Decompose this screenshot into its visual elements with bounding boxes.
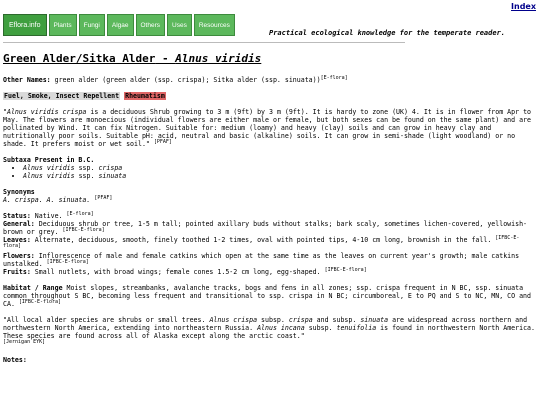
leaves-ref: [IFBC-E-flora] xyxy=(3,234,520,249)
habitat-ref: [IFBC-E-flora] xyxy=(18,298,62,305)
leaves-row xyxy=(3,236,537,252)
title-separator: - xyxy=(155,52,176,65)
status-ref: [E-flora] xyxy=(66,210,94,217)
status-row xyxy=(3,212,537,220)
description: "Alnus viridis crispa is a deciduous Shrub growing to 3 m (9ft) by 3 m (9ft). It is hardy to zone (UK) 4. It is in flower from Apr to May. The flowers are monoecious (individual flowers are either male or female, but both sexes can be found on the same plant) and are pollinated by Wind. It can fix Nitrogen. Suitable for: medium (loamy) and heavy (clay) soils and can grow in heavy clay and nutritionally poor soils. Suitable pH: acid, neutral and basic (alkaline) soils. It can grow in semi-shade (light woodland) or no shade. It prefers moist or wet soil." [PFAF] xyxy=(3,108,532,148)
subtaxa-name[interactable]: crispa xyxy=(98,164,123,172)
flowers-row xyxy=(3,252,537,268)
quote-sci: crispa xyxy=(288,316,313,324)
general-ref: [IFBC-E-flora] xyxy=(62,226,105,233)
flowers-ref: [IFBC-E-flora] xyxy=(46,258,89,265)
other-names-ref: [E-flora] xyxy=(320,74,348,81)
nav-bar xyxy=(3,14,237,36)
nav-button-algae[interactable]: Algae xyxy=(107,14,134,36)
quote-part: subsp. xyxy=(257,316,289,324)
nav-button-others[interactable]: Others xyxy=(136,14,166,36)
synonyms-ref: [PFAF] xyxy=(94,194,113,201)
flowers-value: Inflorescence of male and female catkins which open at the same time as the leaves on current year's growth; male catkins unstalked. xyxy=(3,252,520,268)
list-item xyxy=(23,172,537,180)
description-ref: [PFAF] xyxy=(153,138,172,145)
uses-tag-rheumatism[interactable]: Rheumatism xyxy=(125,92,165,100)
subtaxa-name[interactable]: sinuata xyxy=(98,172,127,180)
quote-sci: Alnus incana xyxy=(257,324,305,332)
quote-part: and subsp. xyxy=(312,316,361,324)
other-names xyxy=(3,76,537,84)
description-sci-name: Alnus viridis crispa xyxy=(6,108,87,116)
status-value: Native. xyxy=(30,212,67,220)
general-value: Deciduous shrub or tree, 1-5 m tall; pointed axillary buds without stalks; bark scaly, sometimes lichen-covered, yellowish-brown or grey. xyxy=(3,220,528,236)
synonyms-heading: Synonyms xyxy=(3,188,35,196)
leaves-label: Leaves: xyxy=(3,236,31,244)
uses-tag-fuel-smoke-insect[interactable]: Fuel, Smoke, Insect Repellent xyxy=(4,92,120,100)
subtaxa-rank: ssp. xyxy=(74,164,99,172)
nav-button-plants[interactable]: Plants xyxy=(49,14,77,36)
quote-part: subsp. xyxy=(304,324,337,332)
general-label: General: xyxy=(3,220,35,228)
index-link[interactable]: Index xyxy=(511,2,536,11)
fruits-row xyxy=(3,268,537,276)
nav-button-uses[interactable]: Uses xyxy=(167,14,192,36)
nav-button-fungi[interactable]: Fungi xyxy=(79,14,105,36)
list-item xyxy=(23,164,537,172)
quote-ref: [Jernigan EYK] xyxy=(3,338,46,345)
flowers-label: Flowers: xyxy=(3,252,35,260)
fruits-value: Small nutlets, with broad wings; female cones 1.5-2 cm long, egg-shaped. xyxy=(30,268,325,276)
subtaxa-list xyxy=(3,164,537,180)
subtaxa-sci[interactable]: Alnus viridis xyxy=(23,172,75,180)
quote-sci: sinuata xyxy=(360,316,389,324)
quote-part: is found in northwestern North America. These species are found across all of Alaska except along the arctic coast." xyxy=(3,324,535,340)
jernigan-quote xyxy=(3,316,537,348)
status-label: Status: xyxy=(3,212,31,220)
fruits-label: Fruits: xyxy=(3,268,31,276)
uses-tags xyxy=(3,92,537,100)
description-text: is a deciduous Shrub growing to 3 m (9ft) by 3 m (9ft). It is hardy to zone (UK) 4. It is in flower from Apr to May. The flowers are monoecious (individual flowers are either male or female, but both sexes can be found on the same plant) and are pollinated by Wind. It can fix Nitrogen. Suitable for: medium (loamy) and heavy (clay) soils and can grow in heavy clay and nutritionally poor soils. Suitable pH: acid, neutral and basic (alkaline) soils. It can grow in semi-shade (light woodland) or no shade. It prefers moist or wet soil." xyxy=(3,108,532,148)
quote-sci: Alnus crispa xyxy=(209,316,258,324)
main-content xyxy=(3,52,537,364)
header-divider xyxy=(3,42,405,43)
habitat-value: Moist slopes, streambanks, avalanche tracks, bogs and fens in all zones; ssp. crispa frequent in N BC, ssp. sinuata common throughout S BC, becoming less frequent and transitional to ssp. crispa in N BC; circumboreal, E to PQ and S to NC, MN, CO and CA. xyxy=(3,284,531,308)
quote-sci: tenuifolia xyxy=(336,324,377,332)
synonyms-value: A. crispa. A. sinuata. xyxy=(3,196,91,204)
subtaxa-sci[interactable]: Alnus viridis xyxy=(23,164,75,172)
quote-part: are widespread across northern and northwestern North America, extending into northeastern Russia. xyxy=(3,316,528,332)
nav-button-resources[interactable]: Resources xyxy=(194,14,235,36)
subtaxa-rank: ssp. xyxy=(74,172,99,180)
leaves-value: Alternate, deciduous, smooth, finely toothed 1-2 times, oval with pointed tips, 4-10 cm long, brownish in the fall. xyxy=(30,236,496,244)
quote-part: "All local alder species are shrubs or small trees. xyxy=(3,316,210,324)
title-common-name: Green Alder/Sitka Alder xyxy=(3,52,156,65)
habitat xyxy=(3,284,537,308)
general-row xyxy=(3,220,537,236)
subtaxa-heading: Subtaxa Present in B.C. xyxy=(3,156,95,164)
nav-button-eflora-info[interactable]: Eflora.info xyxy=(3,14,47,36)
other-names-label: Other Names: xyxy=(3,76,51,84)
habitat-label: Habitat / Range xyxy=(3,284,63,292)
title-scientific-name: Alnus viridis xyxy=(175,52,262,65)
notes-heading: Notes: xyxy=(3,356,27,364)
fruits-ref: [IFBC-E-flora] xyxy=(324,266,367,273)
synonyms xyxy=(3,196,537,204)
site-tagline: Practical ecological knowledge for the temperate reader. xyxy=(269,29,506,37)
page-title xyxy=(3,52,537,66)
other-names-value: green alder (green alder (ssp. crispa); Sitka alder (ssp. sinuata)) xyxy=(50,76,321,84)
